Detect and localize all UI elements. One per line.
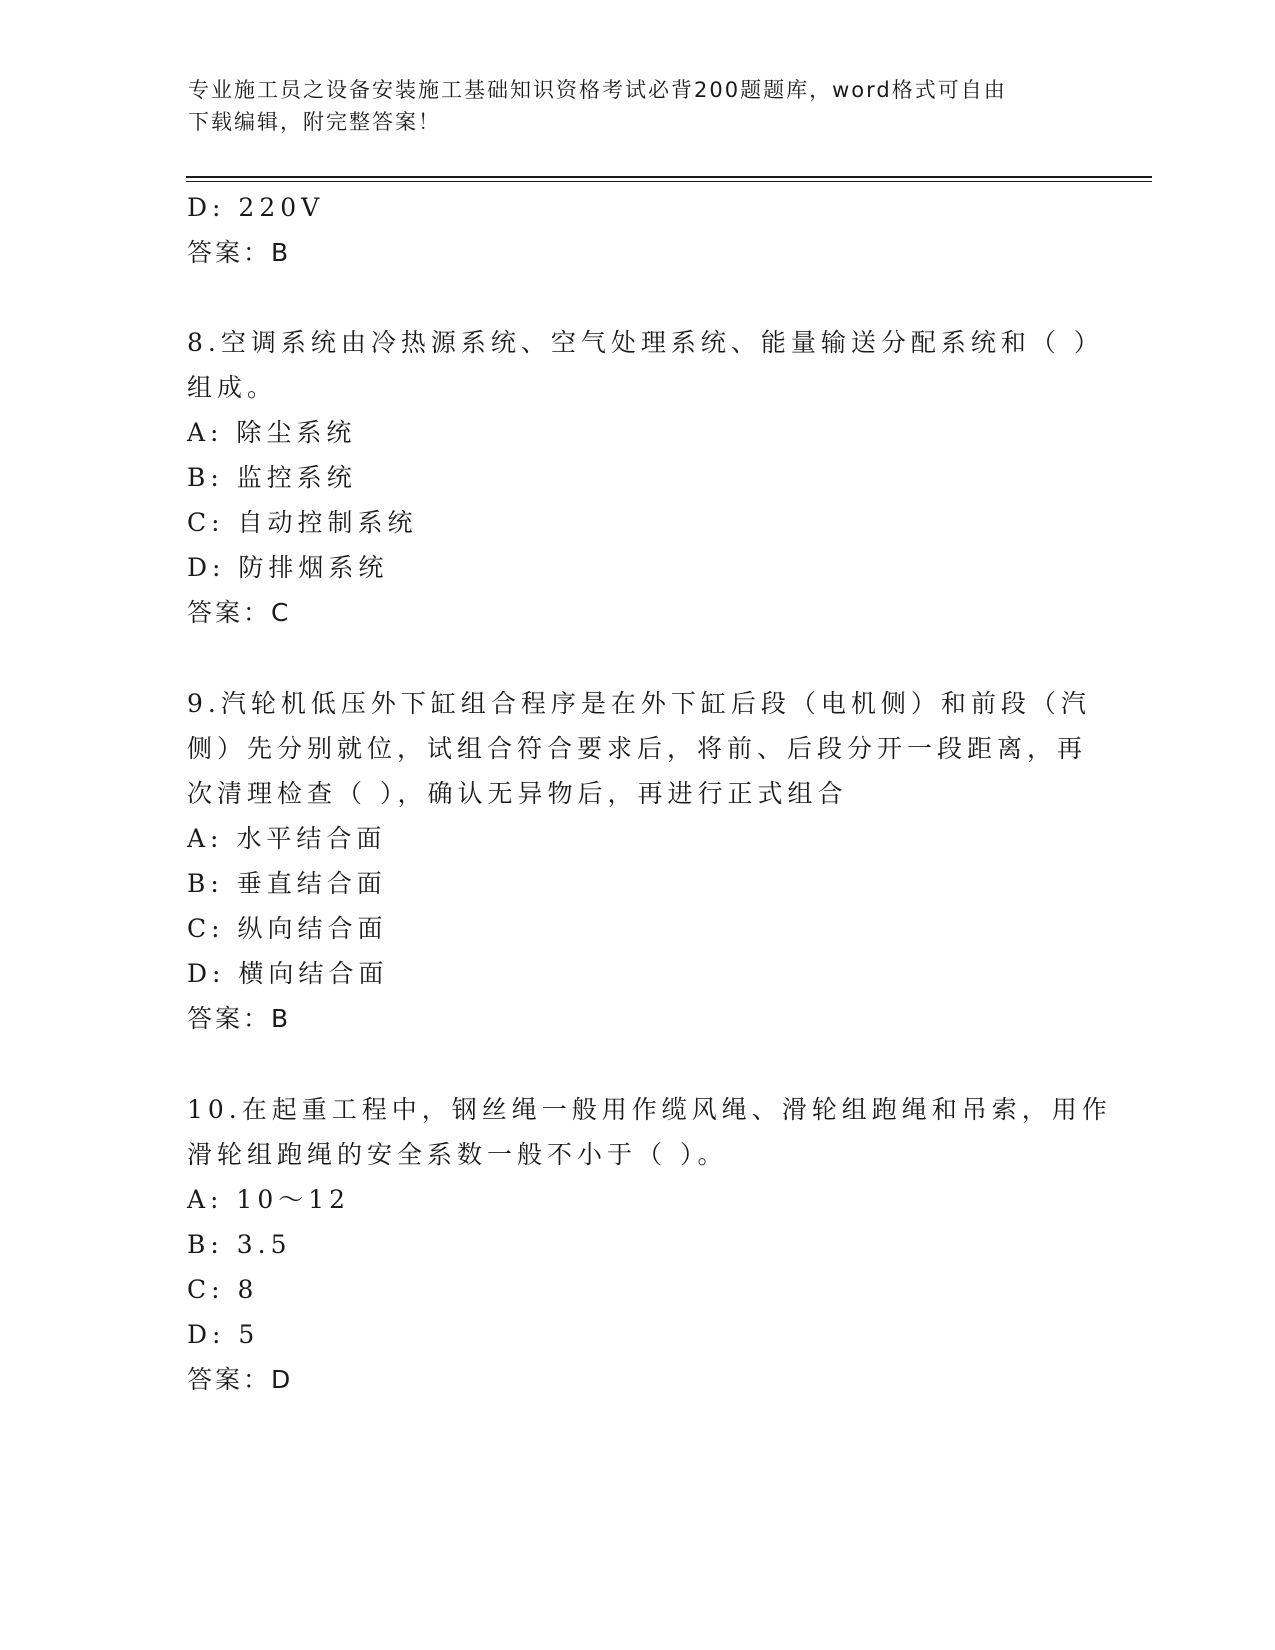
q8-stem-line-1: 8.空调系统由冷热源系统、空气处理系统、能量输送分配系统和（ ） [187, 328, 1104, 357]
q9-option-c: C: 纵向结合面 [187, 914, 388, 943]
header-divider-thick [186, 176, 1152, 178]
header-line-2: 下载编辑，附完整答案！ [188, 110, 441, 134]
q10-option-b: B: 3.5 [187, 1230, 292, 1259]
q8-option-a: A: 除尘系统 [187, 418, 357, 447]
q9-option-a: A: 水平结合面 [187, 824, 387, 853]
q9-option-d: D: 横向结合面 [187, 959, 389, 988]
q9-stem-line-1: 9.汽轮机低压外下缸组合程序是在外下缸后段（电机侧）和前段（汽 [187, 689, 1091, 718]
q8-option-b: B: 监控系统 [187, 463, 357, 492]
q9-option-b: B: 垂直结合面 [187, 869, 387, 898]
q8-option-c: C: 自动控制系统 [187, 508, 418, 537]
q10-option-a: A: 10～12 [187, 1185, 351, 1214]
page-header [188, 74, 1088, 138]
prev-answer: 答案：B [187, 238, 292, 267]
header-line-1: 专业施工员之设备安装施工基础知识资格考试必背200题题库，word格式可自由 [188, 78, 1007, 102]
q9-stem-line-3: 次清理检查（ ），确认无异物后，再进行正式组合 [187, 779, 848, 808]
q10-stem-line-1: 10.在起重工程中，钢丝绳一般用作缆风绳、滑轮组跑绳和吊索，用作 [187, 1095, 1112, 1124]
q10-option-d: D: 5 [187, 1320, 260, 1349]
header-divider-thin [186, 181, 1152, 182]
q8-option-d: D: 防排烟系统 [187, 553, 389, 582]
q9-stem-line-2: 侧）先分别就位，试组合符合要求后，将前、后段分开一段距离，再 [187, 734, 1088, 763]
q8-answer: 答案：C [187, 598, 292, 627]
q9-answer: 答案：B [187, 1004, 292, 1033]
q10-stem-line-2: 滑轮组跑绳的安全系数一般不小于（ ）。 [187, 1140, 728, 1169]
q8-stem-line-2: 组成。 [187, 373, 278, 402]
prev-option-d: D: 220V [187, 193, 325, 222]
q10-answer: 答案：D [187, 1365, 294, 1394]
q10-option-c: C: 8 [187, 1275, 259, 1304]
